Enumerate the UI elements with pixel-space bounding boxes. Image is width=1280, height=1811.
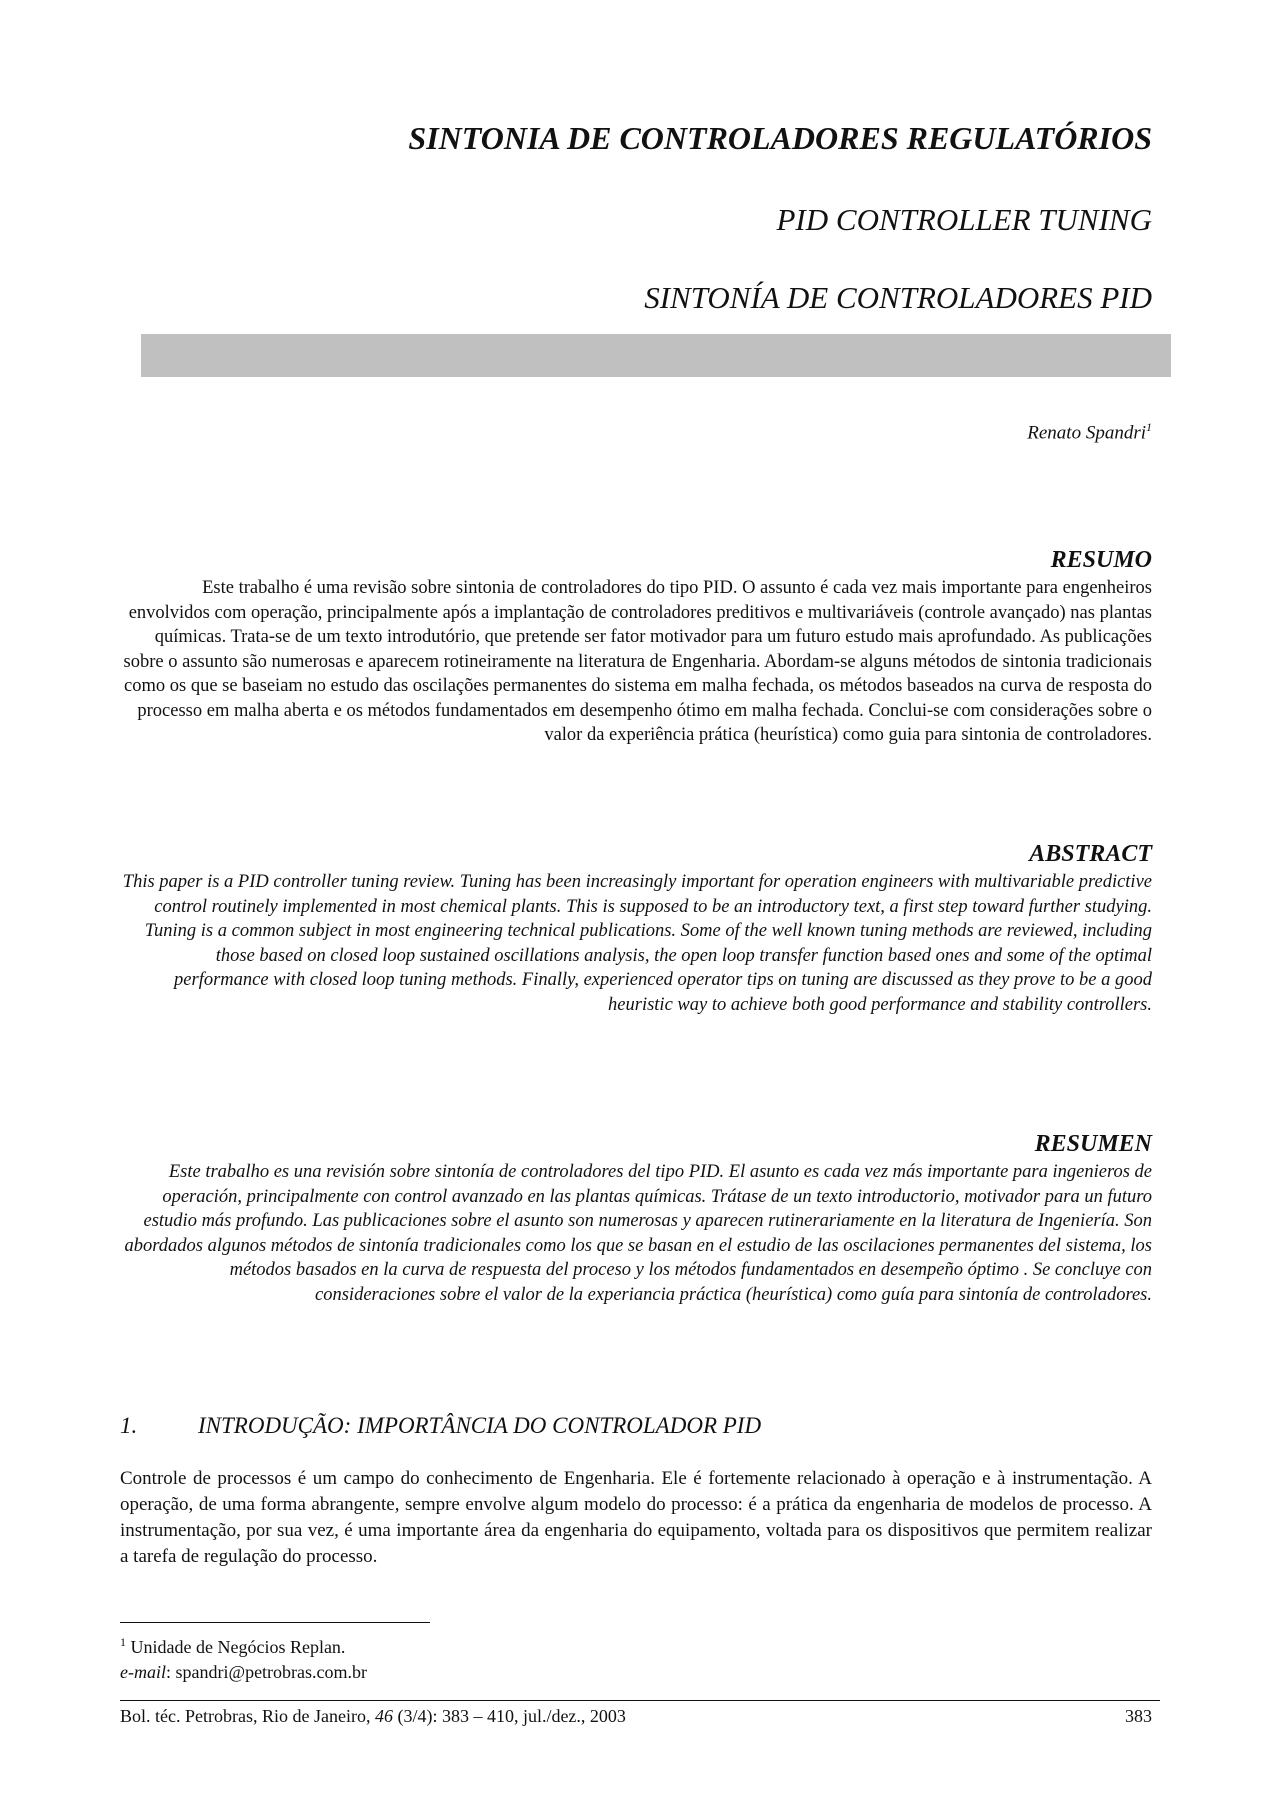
footer-citation-suffix: (3/4): 383 – 410, jul./dez., 2003 [392,1706,626,1726]
footnote-rule [120,1622,430,1623]
resumo-body: Este trabalho é uma revisão sobre sintonia de controladores do tipo PID. O assunto é cada vez mais importante para engenheiros envolvidos com operação, principalmente após a implantação de controladores preditivos e multivariáveis (controle avançado) nas plantas químicas. Trata-se de um texto introdutório, que pretende ser fator motivador para um futuro estudo mais aprofundado. As publicações sobre o assunto são numerosas e aparecem rotineiramente na literatura de Engenharia. Abordam-se alguns métodos de sintonia tradicionais como os que se baseiam no estudo das oscilações permanentes do sistema em malha fechada, os métodos baseados na curva de resposta do processo em malha aberta e os métodos fundamentados em desempenho ótimo em malha fechada. Conclui-se com considerações sobre o valor da experiência prática (heurística) como guia para sintonia de controladores. [123,578,1152,745]
footer-citation-prefix: Bol. téc. Petrobras, Rio de Janeiro, [120,1706,375,1726]
abstract-heading: ABSTRACT [1029,841,1152,867]
title-english: PID CONTROLLER TUNING [776,202,1152,237]
title-divider-bar [141,334,1171,377]
footnote-email-line [120,1660,367,1685]
author-footnote-mark: 1 [1146,420,1152,434]
title-portuguese: SINTONIA DE CONTROLADORES REGULATÓRIOS [408,120,1152,156]
author-name: Renato Spandri [1027,422,1146,444]
footnote-affiliation-line [120,1630,367,1660]
footnote-email-sep: : [165,1662,176,1682]
page-number: 383 [1125,1706,1152,1726]
abstract-body: This paper is a PID controller tuning review. Tuning has been increasingly important for operation engineers with multivariable predictive control routinely implemented in most chemical plants. This is supposed to be an introductory text, a first step toward further studying. Tuning is a common subject in most engineering technical publications. Some of the well known tuning methods are reviewed, including those based on closed loop sustained oscillations analysis, the open loop transfer function based ones and some of the optimal performance with closed loop tuning methods. Finally, experienced operator tips on tuning are discussed as they prove to be a good heuristic way to achieve both good performance and stability controllers. [122,872,1152,1015]
footnote-email-label: e-mail [120,1662,166,1682]
section-1-number: 1. [120,1413,138,1438]
author-line [1027,420,1152,444]
title-spanish: SINTONÍA DE CONTROLADORES PID [644,280,1152,315]
resumen-body: Este trabalho es una revisión sobre sintonía de controladores del tipo PID. El asunto es cada vez más importante para ingenieros de operación, principalmente con control avanzado en las plantas químicas. Trátase de un texto introductorio, motivador para un futuro estudio más profundo. Las publicaciones sobre el asunto son numerosas y aparecen rutinerariamente en la literatura de Ingeniería. Son abordados algunos métodos de sintonía tradicionales como los que se basan en el estudio de las oscilaciones permanentes del sistema, los métodos basados en la curva de respuesta del proceso y los métodos fundamentados en desempeño óptimo . Se concluye con consideraciones sobre el valor de la experiancia práctica (heurística) como guía para sintonía de controladores. [124,1162,1152,1305]
footer-volume: 46 [374,1706,393,1726]
section-1-heading [120,1413,761,1439]
footer-rule [120,1700,1160,1701]
section-1-title: INTRODUÇÃO: IMPORTÂNCIA DO CONTROLADOR PID [198,1413,762,1438]
resumo-heading: RESUMO [1050,547,1152,573]
footnote [120,1630,367,1685]
footnote-email[interactable]: spandri@petrobras.com.br [175,1662,368,1682]
section-1-body: Controle de processos é um campo do conhecimento de Engenharia. Ele é fortemente relacionado à operação e à instrumentação. A operação, de uma forma abrangente, sempre envolve algum modelo do processo: é a prática da engenharia de modelos de processo. A instrumentação, por sua vez, é uma importante área da engenharia do equipamento, voltada para os dispositivos que permitem realizar a tarefa de regulação do processo. [120,1468,1152,1567]
resumen-heading: RESUMEN [1034,1131,1152,1157]
footnote-mark: 1 [120,1635,126,1649]
footer-citation [120,1706,626,1727]
footnote-affiliation: Unidade de Negócios Replan. [130,1637,346,1657]
